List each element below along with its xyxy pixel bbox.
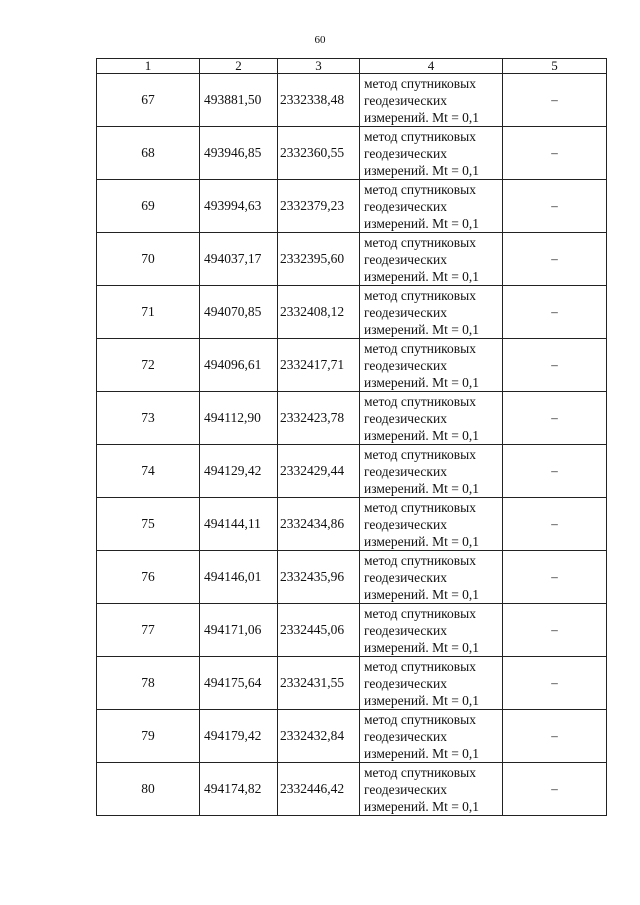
y-coordinate-cell: 2332417,71 [278, 339, 360, 392]
y-coordinate-cell: 2332395,60 [278, 233, 360, 286]
method-text-line: геодезических [364, 92, 447, 108]
method-text-line: геодезических [364, 304, 447, 320]
point-number-cell: 74 [97, 445, 200, 498]
method-text-line: измерений. Mt = 0,1 [364, 427, 480, 443]
method-text-line: измерений. Mt = 0,1 [364, 586, 480, 602]
point-number-cell: 70 [97, 233, 200, 286]
x-coordinate-cell: 494174,82 [200, 763, 278, 816]
method-cell [360, 657, 503, 710]
method-text-line: измерений. Mt = 0,1 [364, 745, 480, 761]
x-coordinate-cell: 494146,01 [200, 551, 278, 604]
note-cell: – [503, 233, 607, 286]
note-cell: – [503, 127, 607, 180]
table-header-row [97, 59, 607, 74]
method-text-line: геодезических [364, 251, 447, 267]
x-coordinate-cell: 494129,42 [200, 445, 278, 498]
column-header-5: 5 [503, 59, 607, 74]
method-cell [360, 74, 503, 127]
table-row [97, 763, 607, 816]
method-text-line: измерений. Mt = 0,1 [364, 374, 480, 390]
method-cell [360, 392, 503, 445]
y-coordinate-cell: 2332446,42 [278, 763, 360, 816]
y-coordinate-cell: 2332408,12 [278, 286, 360, 339]
note-cell: – [503, 445, 607, 498]
method-text-line: метод спутниковых [364, 605, 476, 621]
method-text-line: метод спутниковых [364, 499, 476, 515]
method-text-line: измерений. Mt = 0,1 [364, 533, 480, 549]
y-coordinate-cell: 2332445,06 [278, 604, 360, 657]
method-text-line: измерений. Mt = 0,1 [364, 162, 480, 178]
table-row [97, 445, 607, 498]
method-text-line: измерений. Mt = 0,1 [364, 639, 480, 655]
table-row [97, 127, 607, 180]
y-coordinate-cell: 2332379,23 [278, 180, 360, 233]
method-text-line: геодезических [364, 463, 447, 479]
x-coordinate-cell: 494096,61 [200, 339, 278, 392]
method-text-line: метод спутниковых [364, 552, 476, 568]
y-coordinate-cell: 2332434,86 [278, 498, 360, 551]
method-cell [360, 233, 503, 286]
note-cell: – [503, 180, 607, 233]
x-coordinate-cell: 494171,06 [200, 604, 278, 657]
method-text-line: геодезических [364, 198, 447, 214]
method-text-line: метод спутниковых [364, 393, 476, 409]
page-number: 60 [314, 34, 326, 46]
method-cell [360, 604, 503, 657]
method-text-line: метод спутниковых [364, 711, 476, 727]
method-cell [360, 763, 503, 816]
method-text-line: измерений. Mt = 0,1 [364, 109, 480, 125]
coordinates-table [96, 58, 607, 816]
method-text-line: измерений. Mt = 0,1 [364, 268, 480, 284]
method-text-line: геодезических [364, 728, 447, 744]
x-coordinate-cell: 494144,11 [200, 498, 278, 551]
y-coordinate-cell: 2332338,48 [278, 74, 360, 127]
method-text-line: измерений. Mt = 0,1 [364, 798, 480, 814]
method-cell [360, 286, 503, 339]
method-text-line: геодезических [364, 781, 447, 797]
point-number-cell: 77 [97, 604, 200, 657]
table-row [97, 339, 607, 392]
table-row [97, 286, 607, 339]
point-number-cell: 71 [97, 286, 200, 339]
x-coordinate-cell: 494175,64 [200, 657, 278, 710]
table-row [97, 180, 607, 233]
table-body [97, 74, 607, 816]
note-cell: – [503, 498, 607, 551]
y-coordinate-cell: 2332360,55 [278, 127, 360, 180]
x-coordinate-cell: 493946,85 [200, 127, 278, 180]
method-text-line: измерений. Mt = 0,1 [364, 321, 480, 337]
method-text-line: метод спутниковых [364, 287, 476, 303]
column-header-1: 1 [97, 59, 200, 74]
method-text-line: геодезических [364, 357, 447, 373]
method-text-line: геодезических [364, 145, 447, 161]
point-number-cell: 78 [97, 657, 200, 710]
method-cell [360, 445, 503, 498]
method-text-line: метод спутниковых [364, 764, 476, 780]
note-cell: – [503, 286, 607, 339]
method-text-line: геодезических [364, 675, 447, 691]
table-row [97, 551, 607, 604]
y-coordinate-cell: 2332435,96 [278, 551, 360, 604]
method-text-line: измерений. Mt = 0,1 [364, 480, 480, 496]
note-cell: – [503, 604, 607, 657]
note-cell: – [503, 657, 607, 710]
point-number-cell: 67 [97, 74, 200, 127]
method-text-line: метод спутниковых [364, 181, 476, 197]
table-row [97, 233, 607, 286]
method-text-line: измерений. Mt = 0,1 [364, 692, 480, 708]
note-cell: – [503, 74, 607, 127]
x-coordinate-cell: 494179,42 [200, 710, 278, 763]
x-coordinate-cell: 494112,90 [200, 392, 278, 445]
table-row [97, 498, 607, 551]
column-header-4: 4 [360, 59, 503, 74]
method-text-line: геодезических [364, 622, 447, 638]
method-text-line: измерений. Mt = 0,1 [364, 215, 480, 231]
point-number-cell: 75 [97, 498, 200, 551]
method-cell [360, 127, 503, 180]
column-header-2: 2 [200, 59, 278, 74]
method-text-line: метод спутниковых [364, 340, 476, 356]
method-text-line: геодезических [364, 410, 447, 426]
method-cell [360, 180, 503, 233]
y-coordinate-cell: 2332432,84 [278, 710, 360, 763]
point-number-cell: 73 [97, 392, 200, 445]
y-coordinate-cell: 2332431,55 [278, 657, 360, 710]
method-text-line: геодезических [364, 516, 447, 532]
y-coordinate-cell: 2332429,44 [278, 445, 360, 498]
table-row [97, 657, 607, 710]
method-text-line: геодезических [364, 569, 447, 585]
x-coordinate-cell: 494070,85 [200, 286, 278, 339]
point-number-cell: 80 [97, 763, 200, 816]
point-number-cell: 72 [97, 339, 200, 392]
point-number-cell: 68 [97, 127, 200, 180]
point-number-cell: 79 [97, 710, 200, 763]
method-text-line: метод спутниковых [364, 658, 476, 674]
note-cell: – [503, 392, 607, 445]
note-cell: – [503, 551, 607, 604]
note-cell: – [503, 763, 607, 816]
table-row [97, 74, 607, 127]
method-cell [360, 498, 503, 551]
table-row [97, 710, 607, 763]
table-row [97, 392, 607, 445]
point-number-cell: 76 [97, 551, 200, 604]
y-coordinate-cell: 2332423,78 [278, 392, 360, 445]
method-text-line: метод спутниковых [364, 234, 476, 250]
method-cell [360, 551, 503, 604]
x-coordinate-cell: 493881,50 [200, 74, 278, 127]
method-cell [360, 339, 503, 392]
table-row [97, 604, 607, 657]
point-number-cell: 69 [97, 180, 200, 233]
x-coordinate-cell: 494037,17 [200, 233, 278, 286]
method-text-line: метод спутниковых [364, 446, 476, 462]
method-cell [360, 710, 503, 763]
column-header-3: 3 [278, 59, 360, 74]
note-cell: – [503, 710, 607, 763]
note-cell: – [503, 339, 607, 392]
method-text-line: метод спутниковых [364, 75, 476, 91]
x-coordinate-cell: 493994,63 [200, 180, 278, 233]
method-text-line: метод спутниковых [364, 128, 476, 144]
